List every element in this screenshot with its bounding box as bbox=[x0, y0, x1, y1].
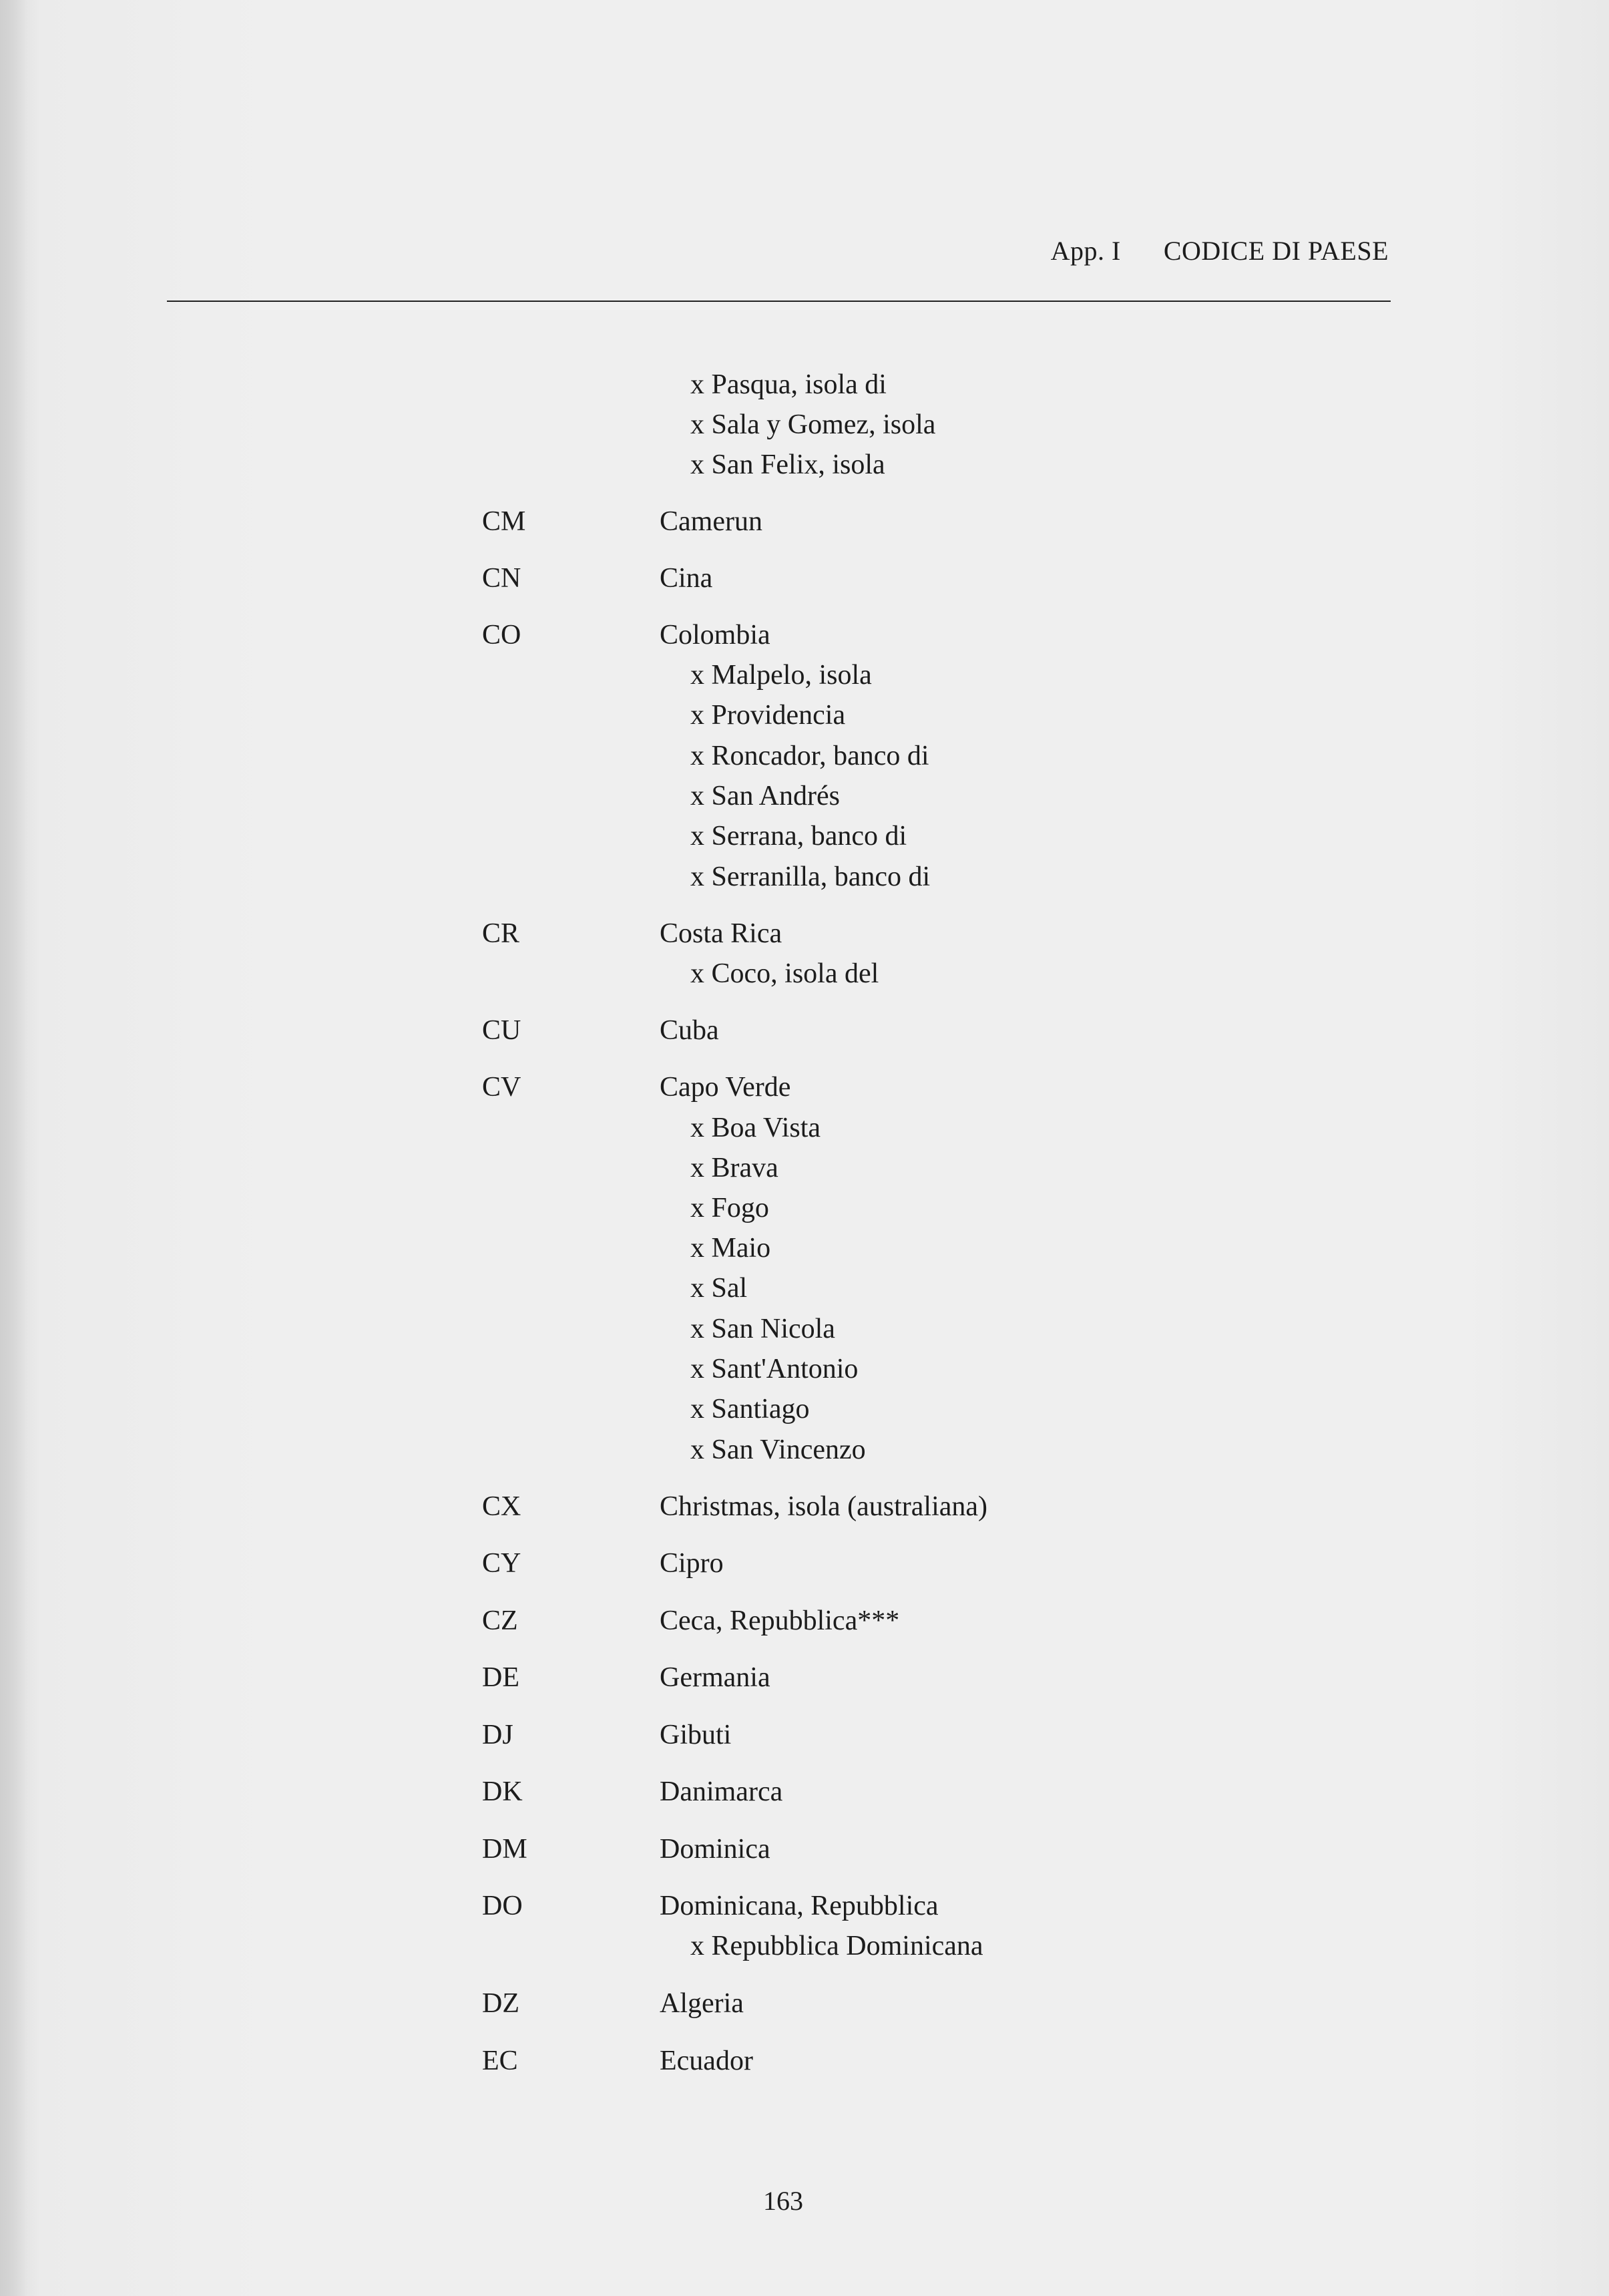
running-head bbox=[1051, 235, 1389, 266]
country-code: CV bbox=[482, 1072, 521, 1103]
country-code: CR bbox=[482, 918, 520, 949]
country-code: DE bbox=[482, 1662, 519, 1693]
country-code: CY bbox=[482, 1548, 521, 1579]
country-code: CU bbox=[482, 1015, 521, 1046]
country-name: Dominica bbox=[660, 1834, 770, 1865]
running-head-appendix: App. I bbox=[1050, 236, 1121, 266]
country-name: Gibuti bbox=[660, 1720, 732, 1750]
country-name: Colombia bbox=[660, 620, 770, 650]
country-name: Cina bbox=[660, 563, 713, 594]
country-name: Algeria bbox=[660, 1988, 744, 2019]
country-name: Camerun bbox=[660, 506, 762, 537]
country-name: Ceca, Repubblica*** bbox=[660, 1605, 900, 1636]
country-name: Ecuador bbox=[660, 2046, 753, 2076]
country-code: CM bbox=[482, 506, 526, 537]
country-code: CX bbox=[482, 1491, 521, 1522]
running-head-section: CODICE DI PAESE bbox=[1163, 236, 1389, 266]
country-name: Danimarca bbox=[660, 1776, 783, 1807]
header-rule bbox=[167, 301, 1391, 302]
country-code: DZ bbox=[482, 1988, 519, 2019]
country-name: Cuba bbox=[660, 1015, 719, 1046]
country-code: DO bbox=[482, 1891, 523, 1921]
country-code: CO bbox=[482, 620, 521, 650]
country-name: Cipro bbox=[660, 1548, 724, 1579]
country-name: Costa Rica bbox=[660, 918, 782, 949]
country-name: Capo Verde bbox=[660, 1072, 791, 1103]
country-code: DM bbox=[482, 1834, 527, 1865]
country-code: CN bbox=[482, 563, 521, 594]
document-page: App. I CODICE DI PAESE x Pasqua, isola di x Sala y Gomez, isola x San Felix, isola CM Camerun CN Cina CO Colombia x Malpelo, isola x Providencia x Roncador, banco di x San Andrés x Serrana, banco di x Serranilla, banco di CR Costa Rica x Coco, isola del CU Cuba CV Capo Verde x Boa Vista x Brava x Fogo x Maio x Sal x San Nicola x Sant'Antonio x Santiago x San Vincenzo CX Christmas, isola (australiana) CY Cipro CZ Ceca, Repubblica*** DE Germania DJ Gibuti DK Danimarca DM Dominica DO Dominicana, Repubblica x Repubblica Dominicana DZ Algeria EC Ecuador 163 bbox=[0, 0, 1609, 2296]
country-name: Germania bbox=[660, 1662, 770, 1693]
country-name: Christmas, isola (australiana) bbox=[660, 1491, 988, 1522]
country-code: CZ bbox=[482, 1605, 518, 1636]
page-number: 163 bbox=[763, 2186, 803, 2216]
country-code: DJ bbox=[482, 1720, 513, 1750]
country-code: DK bbox=[482, 1776, 523, 1807]
country-code: EC bbox=[482, 2046, 518, 2076]
country-name: Dominicana, Repubblica bbox=[660, 1891, 939, 1921]
